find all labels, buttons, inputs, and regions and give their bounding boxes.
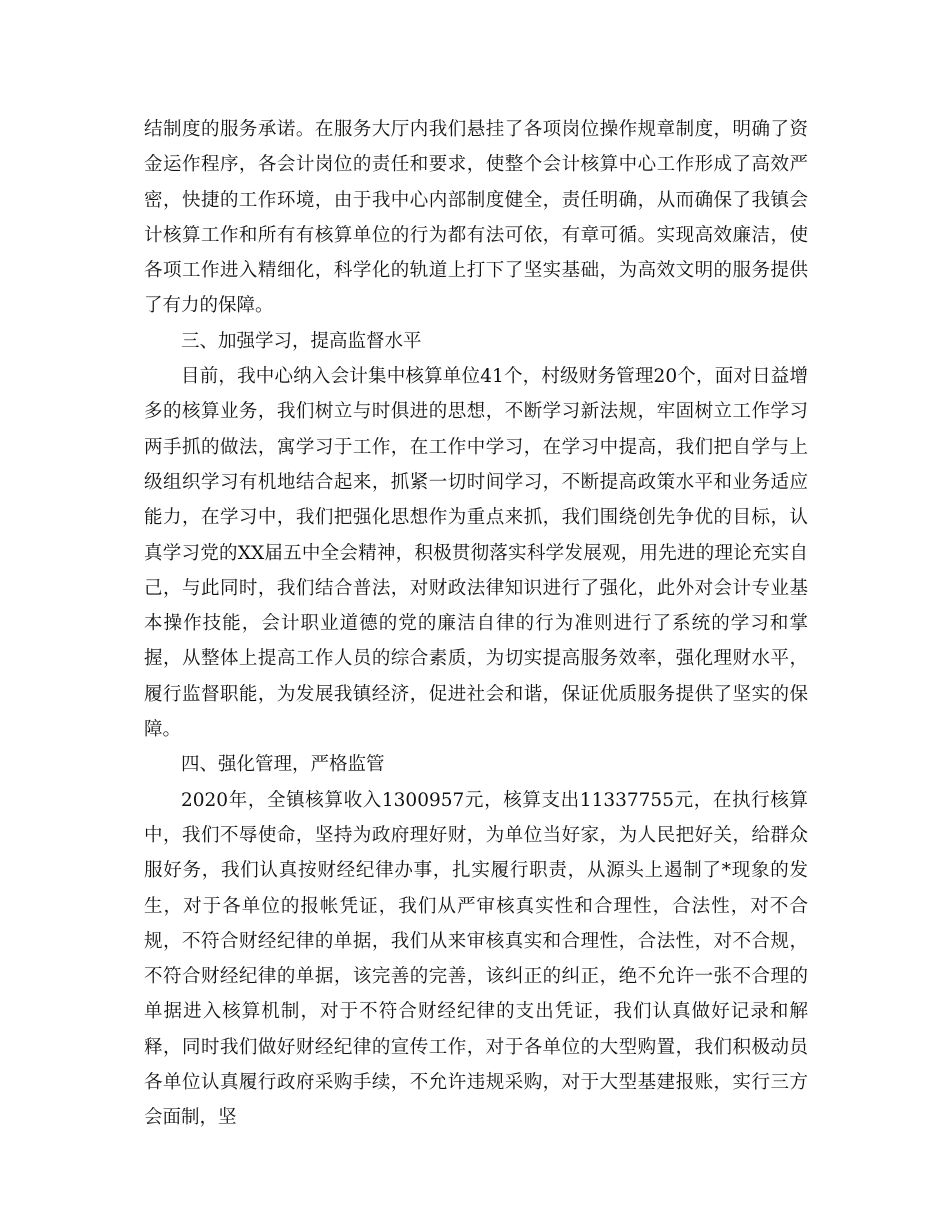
paragraph-study: 目前，我中心纳入会计集中核算单位41个，村级财务管理20个，面对日益增多的核算业务，我们树立与时俱进的思想，不断学习新法规，牢固树立工作学习两手抓的做法，寓学习于工作，在工作中学习，在学习中提高，我们把自学与上级组织学习有机地结合起来，抓紧一切时间学习，不断提高政策水平和业务适应能力，在学习中，我们把强化思想作为重点来抓，我们围绕创先争优的目标，认真学习党的XX届五中全会精神，积极贯彻落实科学发展观，用先进的理论充实自己，与此同时，我们结合普法，对财政法律知识进行了强化，此外对会计专业基本操作技能，会计职业道德的党的廉洁自律的行为准则进行了系统的学习和掌握，从整体上提高工作人员的综合素质，为切实提高服务效率，强化理财水平，履行监督职能，为发展我镇经济，促进社会和谐，保证优质服务提供了坚实的保障。: [144, 366, 808, 741]
section-heading-4: 四、强化管理，严格监管: [181, 754, 385, 776]
document-body: [144, 112, 808, 1136]
paragraph-management: 2020年，全镇核算收入1300957元，核算支出11337755元，在执行核算中，我们不辱使命，坚持为政府理好财，为单位当好家，为人民把好关，给群众服好务，我们认真按财经纪律办事，扎实履行职责，从源头上遏制了*现象的发生，对于各单位的报帐凭证，我们从严审核真实性和合理性，合法性，对不合规，不符合财经纪律的单据，我们从来审核真实和合理性，合法性，对不合规，不符合财经纪律的单据，该完善的完善，该纠正的纠正，绝不允许一张不合理的单据进入核算机制，对于不符合财经纪律的支出凭证，我们认真做好记录和解释，同时我们做好财经纪律的宣传工作，对于各单位的大型购置，我们积极动员各单位认真履行政府采购手续，不允许违规采购，对于大型基建报账，实行三方会面制，坚: [144, 789, 808, 1129]
paragraph-continuation: 结制度的服务承诺。在服务大厅内我们悬挂了各项岗位操作规章制度，明确了资金运作程序，各会计岗位的责任和要求，使整个会计核算中心工作形成了高效严密，快捷的工作环境，由于我中心内部制度健全，责任明确，从而确保了我镇会计核算工作和所有有核算单位的行为都有法可依，有章可循。实现高效廉洁，使各项工作进入精细化，科学化的轨道上打下了坚实基础，为高效文明的服务提供了有力的保障。: [144, 119, 808, 317]
section-heading-3: 三、加强学习，提高监督水平: [181, 330, 422, 352]
